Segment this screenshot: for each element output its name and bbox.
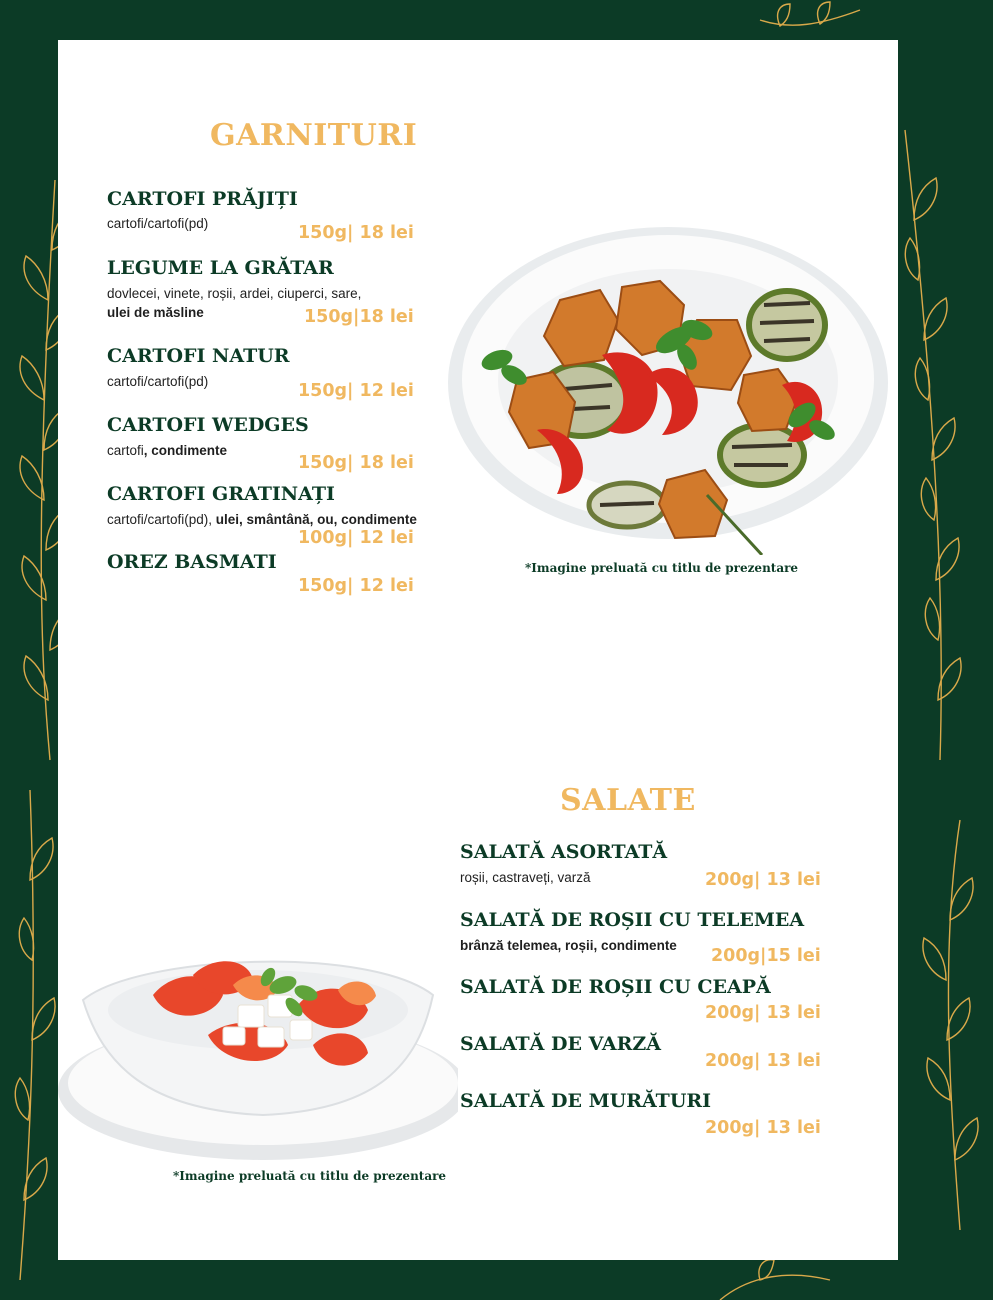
item-price: 200g|15 lei — [711, 946, 821, 966]
item-name: CARTOFI NATUR — [107, 345, 290, 367]
section-title-garnituri: GARNITURI — [210, 118, 418, 153]
item-name: SALATĂ DE MURĂTURI — [460, 1090, 712, 1112]
item-description: ulei de măsline — [107, 305, 204, 320]
item-name: SALATĂ DE ROȘII CU CEAPĂ — [460, 976, 771, 998]
image-caption: *Imagine preluată cu titlu de prezentare — [173, 1169, 447, 1183]
item-price: 200g| 13 lei — [705, 1003, 821, 1023]
item-price: 100g| 12 lei — [298, 528, 414, 548]
item-name: SALATĂ ASORTATĂ — [460, 841, 668, 863]
item-description: cartofi/cartofi(pd) — [107, 216, 209, 231]
item-name: CARTOFI GRATINAȚI — [107, 483, 335, 505]
item-price: 150g| 12 lei — [298, 381, 414, 401]
item-description: cartofi, condimente — [107, 443, 228, 458]
section-title-salate: SALATE — [560, 783, 696, 818]
item-price: 200g| 13 lei — [705, 870, 821, 890]
item-description: brânză telemea, roșii, condimente — [460, 938, 677, 953]
item-name: LEGUME LA GRĂTAR — [107, 257, 334, 279]
item-description: roșii, castraveți, varză — [460, 870, 591, 885]
tomato-salad-photo — [58, 935, 458, 1175]
item-description: dovlecei, vinete, roșii, ardei, ciuperci, sare, — [107, 286, 362, 301]
menu-card — [58, 40, 898, 1260]
item-price: 150g| 18 lei — [298, 223, 414, 243]
item-price: 200g| 13 lei — [705, 1051, 821, 1071]
item-name: CARTOFI PRĂJIȚI — [107, 188, 298, 210]
item-price: 150g| 18 lei — [298, 453, 414, 473]
item-name: SALATĂ DE ROȘII CU TELEMEA — [460, 909, 805, 931]
item-name: SALATĂ DE VARZĂ — [460, 1033, 662, 1055]
grilled-vegetables-photo — [442, 225, 890, 555]
item-description: cartofi/cartofi(pd) — [107, 374, 209, 389]
item-price: 150g|18 lei — [304, 307, 414, 327]
item-price: 200g| 13 lei — [705, 1118, 821, 1138]
item-price: 150g| 12 lei — [298, 576, 414, 596]
item-description: cartofi/cartofi(pd), ulei, smântână, ou, condimente — [107, 512, 417, 527]
image-caption: *Imagine preluată cu titlu de prezentare — [525, 561, 799, 575]
item-name: CARTOFI WEDGES — [107, 414, 309, 436]
item-name: OREZ BASMATI — [107, 551, 277, 573]
